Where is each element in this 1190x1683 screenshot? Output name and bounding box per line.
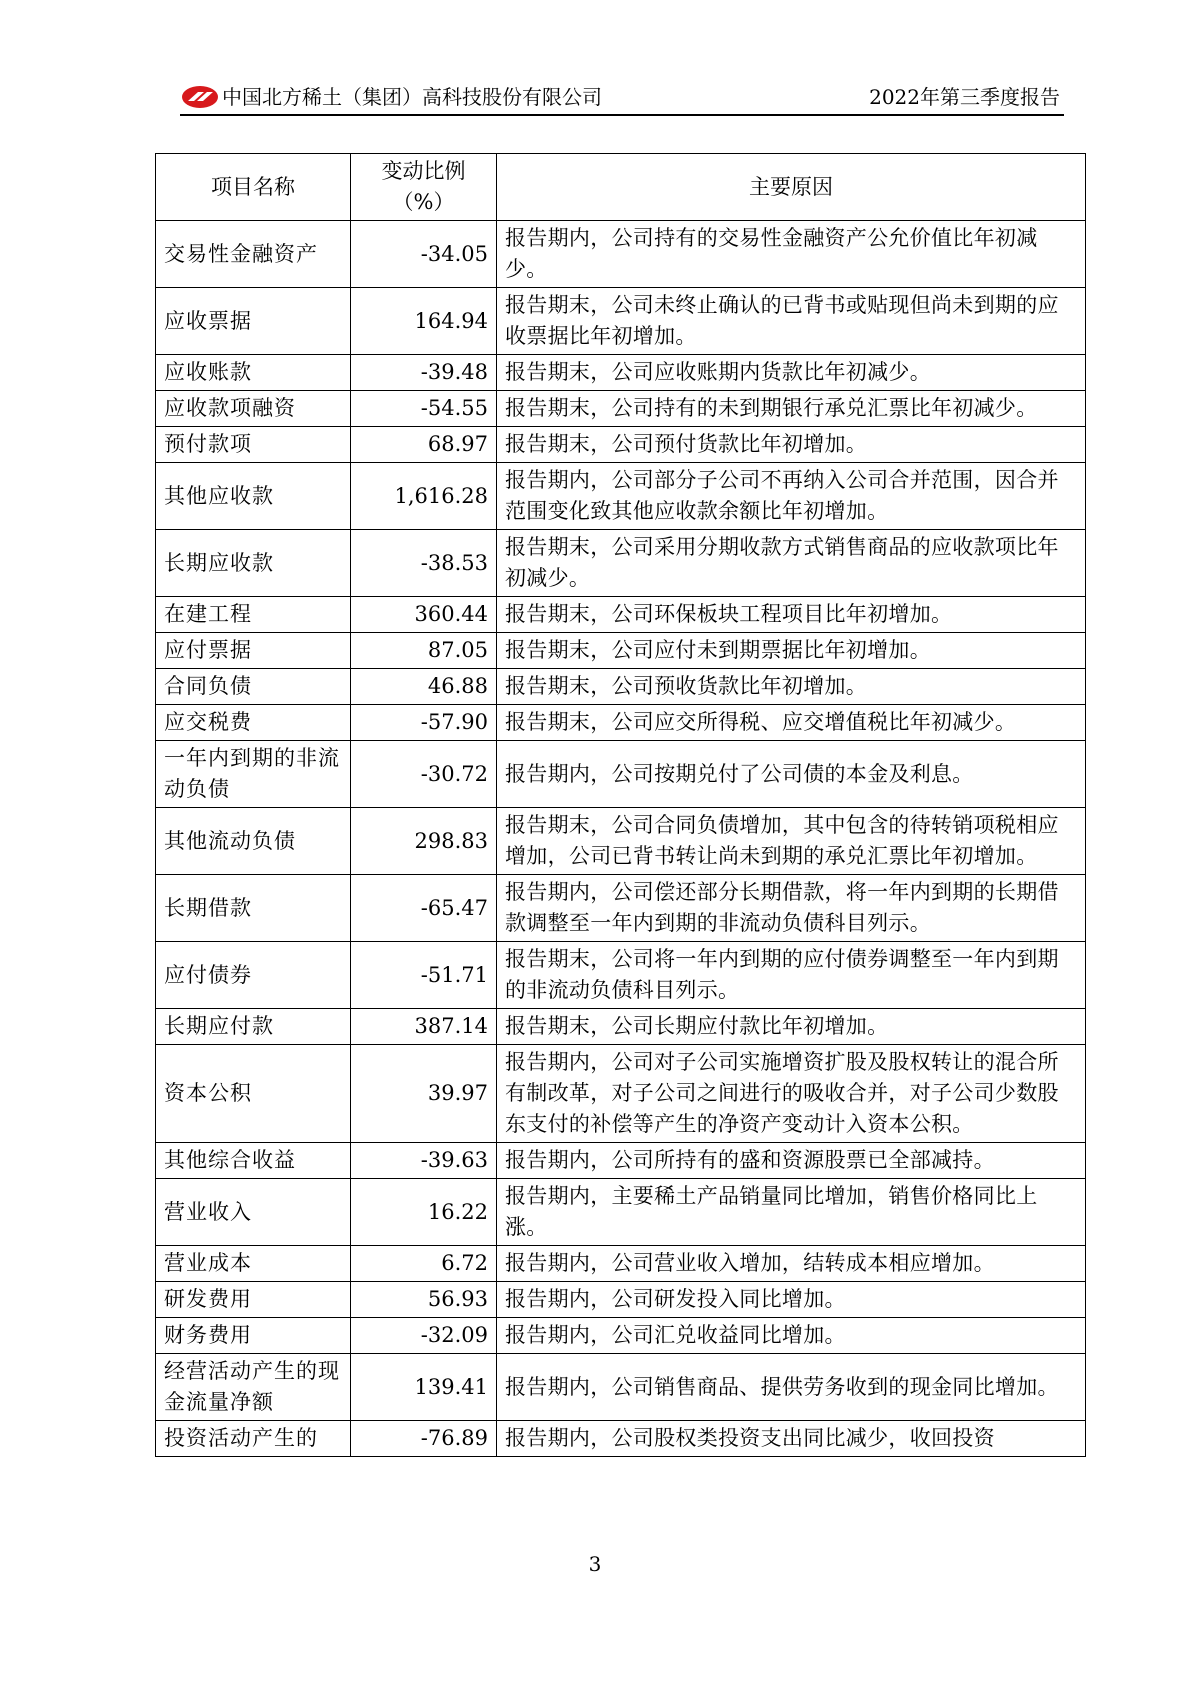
reason-cell: 报告期末，公司持有的未到期银行承兑汇票比年初减少。 [497,391,1086,427]
change-ratio-cell: 387.14 [351,1009,497,1045]
column-header-reason: 主要原因 [497,154,1086,221]
reason-cell: 报告期末，公司应付未到期票据比年初增加。 [497,633,1086,669]
reason-cell: 报告期内，公司按期兑付了公司债的本金及利息。 [497,741,1086,808]
change-ratio-cell: 360.44 [351,597,497,633]
table-row [156,705,1086,741]
table-row [156,1179,1086,1246]
company-logo-icon [180,84,220,110]
reason-cell: 报告期内，主要稀土产品销量同比增加，销售价格同比上涨。 [497,1179,1086,1246]
item-name-cell: 其他应收款 [156,463,351,530]
change-ratio-cell: -57.90 [351,705,497,741]
item-name-cell: 投资活动产生的 [156,1421,351,1457]
table-row [156,391,1086,427]
change-ratio-cell: 139.41 [351,1354,497,1421]
table-row [156,427,1086,463]
item-name-cell: 应付债券 [156,942,351,1009]
reason-cell: 报告期末，公司未终止确认的已背书或贴现但尚未到期的应收票据比年初增加。 [497,288,1086,355]
change-ratio-cell: 68.97 [351,427,497,463]
item-name-cell: 经营活动产生的现金流量净额 [156,1354,351,1421]
table-row [156,1354,1086,1421]
reason-cell: 报告期内，公司股权类投资支出同比减少，收回投资 [497,1421,1086,1457]
table-row [156,1246,1086,1282]
item-name-cell: 应交税费 [156,705,351,741]
item-name-cell: 合同负债 [156,669,351,705]
reason-cell: 报告期内，公司持有的交易性金融资产公允价值比年初减少。 [497,221,1086,288]
column-header-ratio: 变动比例（%） [351,154,497,221]
table-row [156,463,1086,530]
change-ratio-cell: 46.88 [351,669,497,705]
table-row [156,875,1086,942]
reason-cell: 报告期内，公司对子公司实施增资扩股及股权转让的混合所有制改革，对子公司之间进行的吸收合并，对子公司少数股东支付的补偿等产生的净资产变动计入资本公积。 [497,1045,1086,1143]
reason-cell: 报告期末，公司预付货款比年初增加。 [497,427,1086,463]
change-ratio-cell: 1,616.28 [351,463,497,530]
change-ratio-cell: 164.94 [351,288,497,355]
table-row [156,942,1086,1009]
page-header [180,84,1064,116]
reason-cell: 报告期末，公司长期应付款比年初增加。 [497,1009,1086,1045]
table-row [156,1421,1086,1457]
item-name-cell: 长期借款 [156,875,351,942]
table-row [156,530,1086,597]
change-ratio-cell: 87.05 [351,633,497,669]
reason-cell: 报告期内，公司研发投入同比增加。 [497,1282,1086,1318]
reason-cell: 报告期末，公司预收货款比年初增加。 [497,669,1086,705]
reason-cell: 报告期内，公司所持有的盛和资源股票已全部减持。 [497,1143,1086,1179]
table-row [156,288,1086,355]
change-ratio-cell: -39.63 [351,1143,497,1179]
page-number: 3 [588,1552,602,1576]
item-name-cell: 长期应收款 [156,530,351,597]
table-header-row [156,154,1086,221]
change-ratio-cell: 298.83 [351,808,497,875]
table-row [156,1143,1086,1179]
item-name-cell: 应付票据 [156,633,351,669]
item-name-cell: 预付款项 [156,427,351,463]
change-ratio-cell: -65.47 [351,875,497,942]
table-row [156,221,1086,288]
change-ratio-cell: -32.09 [351,1318,497,1354]
reason-cell: 报告期内，公司销售商品、提供劳务收到的现金同比增加。 [497,1354,1086,1421]
item-name-cell: 应收账款 [156,355,351,391]
change-ratio-cell: 16.22 [351,1179,497,1246]
reason-cell: 报告期末，公司环保板块工程项目比年初增加。 [497,597,1086,633]
company-name: 中国北方稀土（集团）高科技股份有限公司 [222,85,602,109]
reason-cell: 报告期末，公司将一年内到期的应付债券调整至一年内到期的非流动负债科目列示。 [497,942,1086,1009]
table-row [156,1045,1086,1143]
item-name-cell: 在建工程 [156,597,351,633]
reason-cell: 报告期末，公司应交所得税、应交增值税比年初减少。 [497,705,1086,741]
change-ratio-cell: -38.53 [351,530,497,597]
item-name-cell: 营业成本 [156,1246,351,1282]
item-name-cell: 应收款项融资 [156,391,351,427]
reason-cell: 报告期内，公司营业收入增加，结转成本相应增加。 [497,1246,1086,1282]
item-name-cell: 研发费用 [156,1282,351,1318]
table-row [156,597,1086,633]
reason-cell: 报告期末，公司应收账期内货款比年初减少。 [497,355,1086,391]
report-title: 2022年第三季度报告 [869,85,1060,109]
change-ratio-cell: -30.72 [351,741,497,808]
change-ratio-cell: -39.48 [351,355,497,391]
table-row [156,1009,1086,1045]
table-row [156,808,1086,875]
reason-cell: 报告期内，公司汇兑收益同比增加。 [497,1318,1086,1354]
column-header-name: 项目名称 [156,154,351,221]
table-row [156,1318,1086,1354]
item-name-cell: 长期应付款 [156,1009,351,1045]
table-row [156,633,1086,669]
reason-cell: 报告期末，公司采用分期收款方式销售商品的应收款项比年初减少。 [497,530,1086,597]
reason-cell: 报告期末，公司合同负债增加，其中包含的待转销项税相应增加，公司已背书转让尚未到期的承兑汇票比年初增加。 [497,808,1086,875]
item-name-cell: 营业收入 [156,1179,351,1246]
change-ratio-cell: -54.55 [351,391,497,427]
item-name-cell: 一年内到期的非流动负债 [156,741,351,808]
table-row [156,741,1086,808]
item-name-cell: 资本公积 [156,1045,351,1143]
table-row [156,669,1086,705]
reason-cell: 报告期内，公司偿还部分长期借款，将一年内到期的长期借款调整至一年内到期的非流动负债科目列示。 [497,875,1086,942]
change-ratio-cell: -76.89 [351,1421,497,1457]
item-name-cell: 其他流动负债 [156,808,351,875]
table-row [156,1282,1086,1318]
change-ratio-cell: -51.71 [351,942,497,1009]
change-ratio-cell: -34.05 [351,221,497,288]
change-ratio-cell: 39.97 [351,1045,497,1143]
item-name-cell: 交易性金融资产 [156,221,351,288]
item-name-cell: 应收票据 [156,288,351,355]
item-name-cell: 其他综合收益 [156,1143,351,1179]
item-name-cell: 财务费用 [156,1318,351,1354]
change-ratio-cell: 56.93 [351,1282,497,1318]
change-table [155,153,1086,1457]
table-row [156,355,1086,391]
reason-cell: 报告期内，公司部分子公司不再纳入公司合并范围，因合并范围变化致其他应收款余额比年初增加。 [497,463,1086,530]
change-ratio-cell: 6.72 [351,1246,497,1282]
